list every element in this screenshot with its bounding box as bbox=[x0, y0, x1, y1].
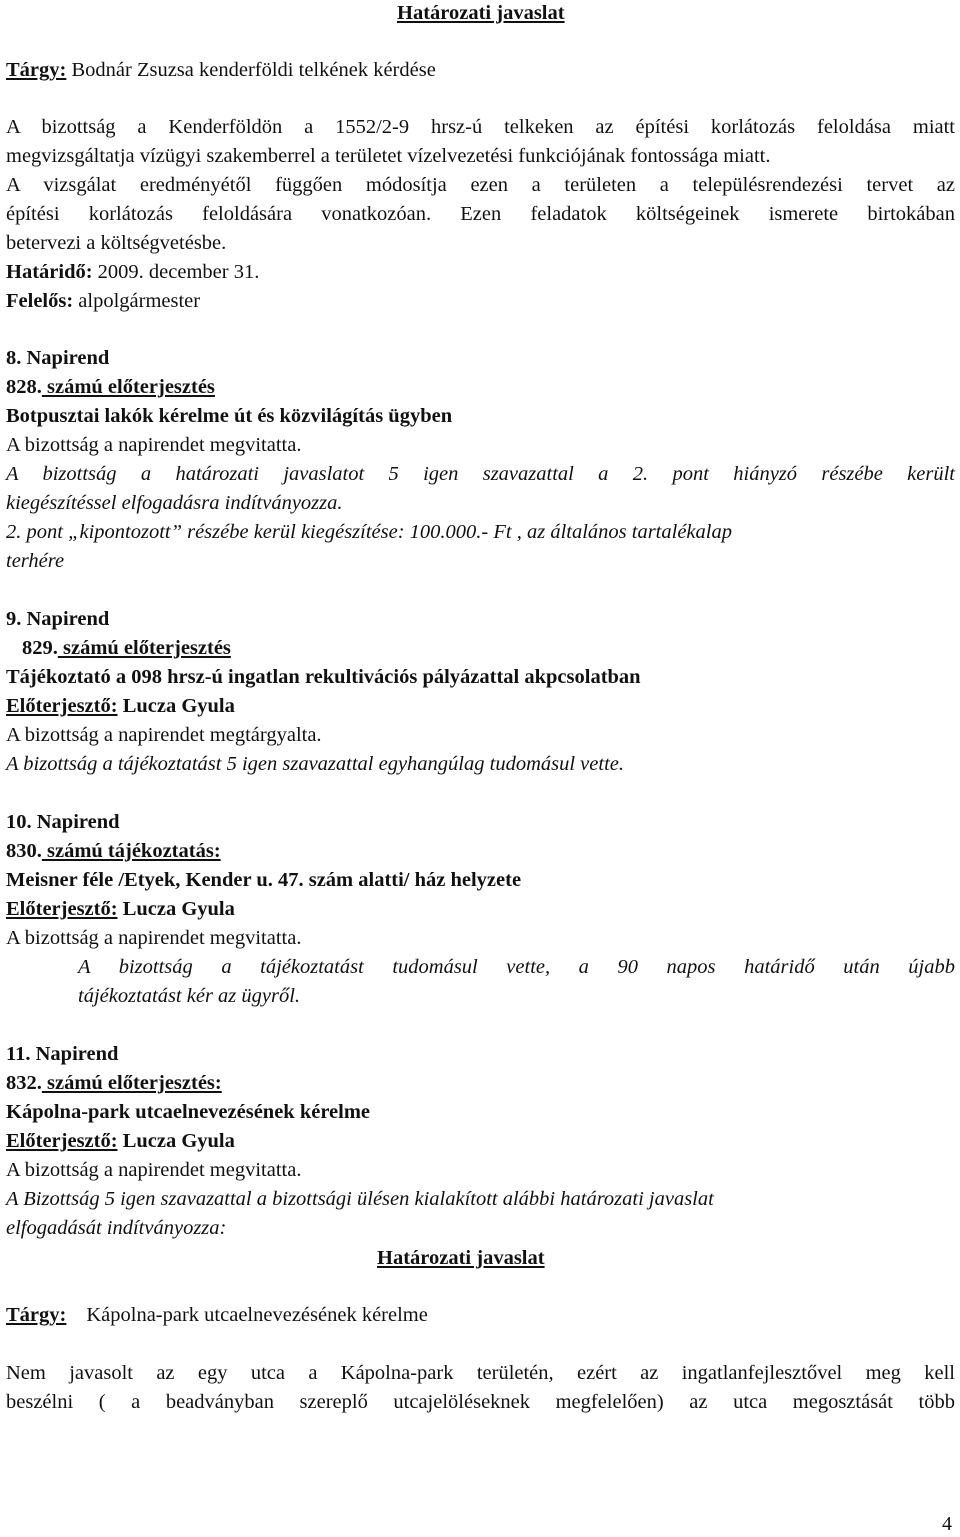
responsible-label: Felelős: bbox=[6, 290, 74, 312]
proposal-title: Tájékoztató a 098 hrsz-ú ingatlan rekultivációs pályázattal akpcsolatban bbox=[6, 666, 641, 688]
presenter-line: Előterjesztő: Lucza Gyula bbox=[6, 1130, 235, 1152]
para1-line: megvizsgáltatja vízügyi szakemberrel a területet vízelvezetési funkciójának fontossága miatt. bbox=[6, 145, 771, 167]
decision-line: elfogadását indítványozza: bbox=[6, 1217, 227, 1239]
decision-line: A bizottság a tájékoztatást 5 igen szavazattal egyhangúlag tudomásul vette. bbox=[6, 753, 624, 775]
page-number: 4 bbox=[942, 1513, 952, 1535]
subject-line bbox=[6, 57, 436, 83]
agenda-heading: 8. Napirend bbox=[6, 347, 110, 369]
final-para-line: beszélni ( a beadványban szereplő utcajelöléseknek megfelelően) az utca megosztását több bbox=[6, 1391, 955, 1413]
final-para-line: Nem javasolt az egy utca a Kápolna-park területén, ezért az ingatlanfejlesztővel meg kell bbox=[6, 1362, 955, 1384]
decision-line: tájékoztatást kér az ügyről. bbox=[78, 985, 301, 1007]
proposal-number: 829. számú előterjesztés bbox=[22, 637, 231, 659]
decision-line: 2. pont „kipontozott” részébe kerül kiegészítése: 100.000.- Ft , az általános tartalékalap bbox=[6, 521, 732, 543]
decision-line: kiegészítéssel elfogadásra indítványozza. bbox=[6, 492, 343, 514]
agenda-heading: 11. Napirend bbox=[6, 1043, 119, 1065]
deadline-line bbox=[6, 259, 259, 285]
deadline-label: Határidő: bbox=[6, 261, 93, 283]
para1-line: A bizottság a Kenderföldön a 1552/2-9 hrsz-ú telkeken az építési korlátozás feloldása miatt bbox=[6, 116, 955, 138]
resolution-header: Határozati javaslat bbox=[397, 2, 565, 24]
subject-text: Bodnár Zsuzsa kenderföldi telkének kérdése bbox=[66, 59, 436, 81]
discussion-note: A bizottság a napirendet megtárgyalta. bbox=[6, 724, 322, 746]
para1-line: betervezi a költségvetésbe. bbox=[6, 232, 227, 254]
presenter-line: Előterjesztő: Lucza Gyula bbox=[6, 695, 235, 717]
proposal-number: 830. számú tájékoztatás: bbox=[6, 840, 221, 862]
decision-line: A bizottság a határozati javaslatot 5 igen szavazattal a 2. pont hiányzó részébe került bbox=[6, 463, 955, 485]
decision-line: A bizottság a tájékoztatást tudomásul vette, a 90 napos határidő után újabb bbox=[78, 956, 955, 978]
proposal-title: Meisner féle /Etyek, Kender u. 47. szám alatti/ ház helyzete bbox=[6, 869, 522, 891]
resolution-header: Határozati javaslat bbox=[377, 1247, 545, 1269]
discussion-note: A bizottság a napirendet megvitatta. bbox=[6, 927, 302, 949]
proposal-title: Kápolna-park utcaelnevezésének kérelme bbox=[6, 1101, 371, 1123]
agenda-heading: 9. Napirend bbox=[6, 608, 110, 630]
para1-line: A vizsgálat eredményétől függően módosítja ezen a területen a településrendezési tervet az bbox=[6, 174, 955, 196]
discussion-note: A bizottság a napirendet megvitatta. bbox=[6, 434, 302, 456]
proposal-title: Botpusztai lakók kérelme út és közvilágítás ügyben bbox=[6, 405, 453, 427]
subject-text: Kápolna-park utcaelnevezésének kérelme bbox=[86, 1304, 428, 1326]
para1-line: építési korlátozás feloldására vonatkozóan. Ezen feladatok költségeinek ismerete birtokában bbox=[6, 203, 955, 225]
responsible-value: alpolgármester bbox=[73, 290, 201, 312]
decision-line: A Bizottság 5 igen szavazattal a bizottsági ülésen kialakított alábbi határozati javaslat bbox=[6, 1188, 714, 1210]
presenter-line: Előterjesztő: Lucza Gyula bbox=[6, 898, 235, 920]
decision-line: terhére bbox=[6, 550, 65, 572]
proposal-number: 832. számú előterjesztés: bbox=[6, 1072, 222, 1094]
discussion-note: A bizottság a napirendet megvitatta. bbox=[6, 1159, 302, 1181]
subject-label: Tárgy: bbox=[6, 59, 67, 81]
subject-line bbox=[6, 1302, 428, 1328]
responsible-line bbox=[6, 288, 200, 314]
agenda-heading: 10. Napirend bbox=[6, 811, 120, 833]
deadline-value: 2009. december 31. bbox=[92, 261, 260, 283]
subject-label: Tárgy: bbox=[6, 1304, 67, 1326]
proposal-number: 828. számú előterjesztés bbox=[6, 376, 215, 398]
